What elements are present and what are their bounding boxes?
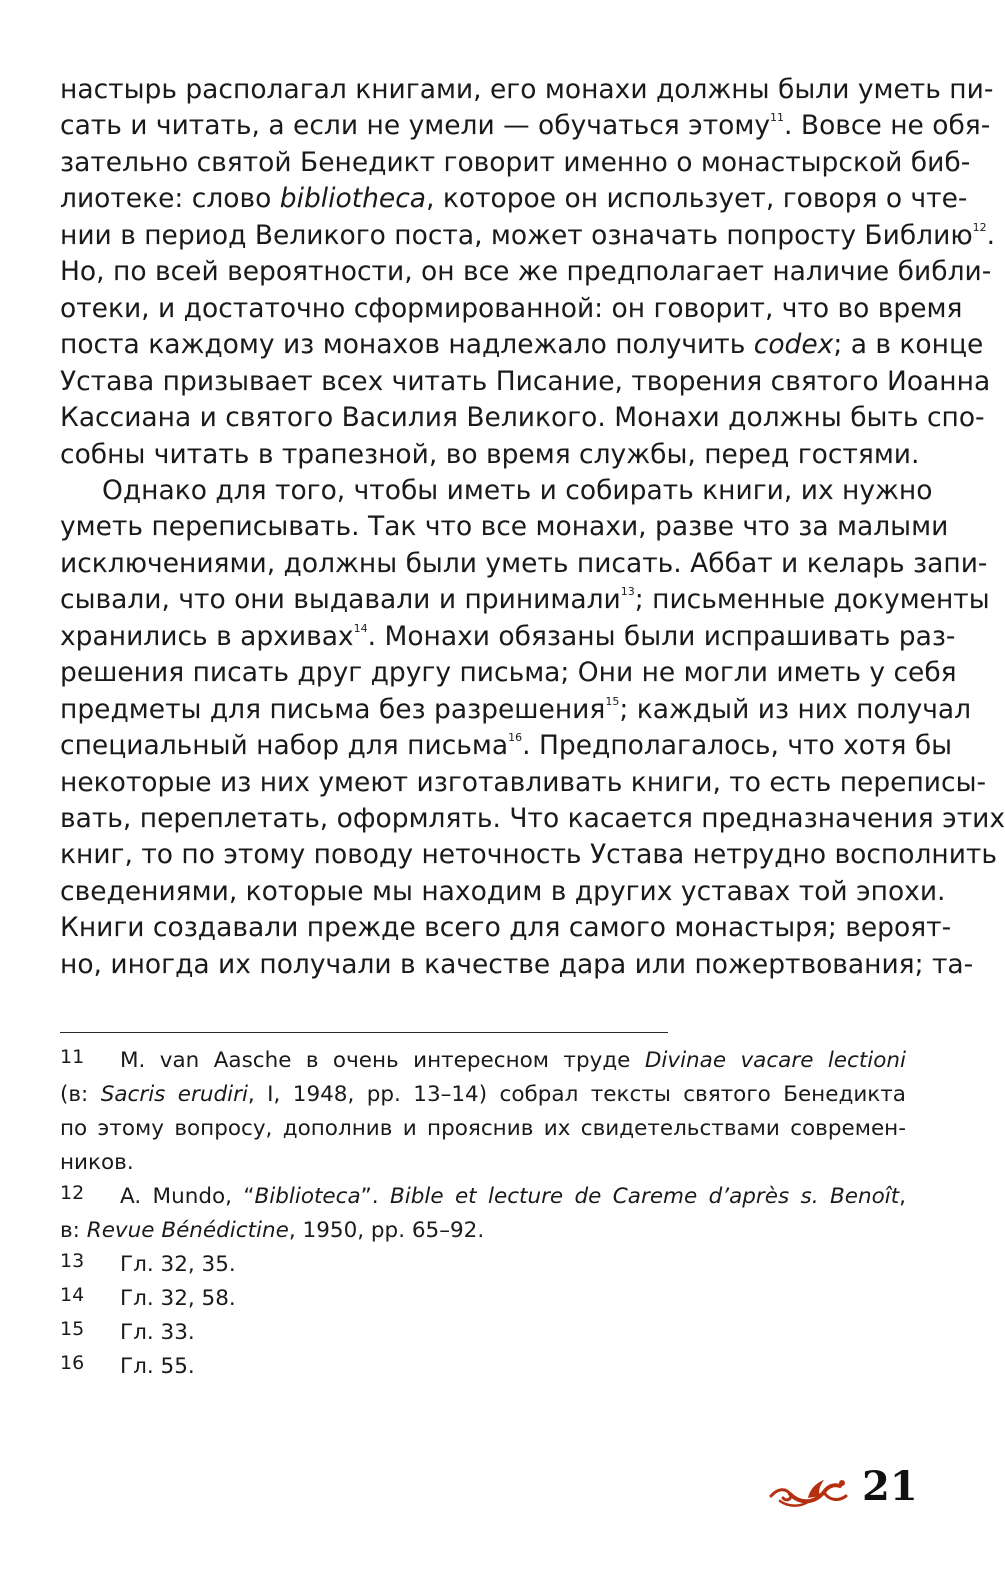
text-line bbox=[60, 765, 987, 801]
text-run: (в: bbox=[60, 1082, 101, 1107]
footnote-text bbox=[120, 1180, 906, 1214]
text-run: зательно святой Бенедикт говорит именно о монастырской биб- bbox=[60, 146, 971, 178]
footnote-ref[interactable]: 12 bbox=[972, 220, 987, 234]
text-line bbox=[60, 728, 953, 764]
text-line bbox=[60, 801, 1005, 837]
text-line bbox=[60, 655, 957, 691]
text-run: Устава призывает всех читать Писание, творения святого Иоанна bbox=[60, 365, 991, 397]
italic-text: Sacris erudiri bbox=[100, 1082, 248, 1107]
text-run: , 1950, pp. 65–92. bbox=[288, 1218, 485, 1243]
text-run: сведениями, которые мы находим в других уставах той эпохи. bbox=[60, 875, 946, 907]
italic-text: codex bbox=[753, 329, 834, 361]
italic-text: Divinae vacare lectioni bbox=[644, 1048, 906, 1073]
text-line bbox=[60, 582, 990, 618]
text-run: Гл. 32, 35. bbox=[120, 1252, 236, 1277]
text-run: . bbox=[986, 219, 996, 251]
footnote-number: 11 bbox=[60, 1046, 85, 1068]
footnote-text bbox=[120, 1316, 906, 1350]
text-run: по этому вопросу, дополнив и прояснив их свидетельствами современ- bbox=[60, 1116, 906, 1141]
text-run: собны читать в трапезной, во время службы, перед гостями. bbox=[60, 438, 920, 470]
footnote-number: 14 bbox=[60, 1284, 85, 1306]
footnote-line bbox=[60, 1112, 906, 1146]
footnote-ref[interactable]: 16 bbox=[508, 731, 523, 745]
text-run: . Предполагалось, что хотя бы bbox=[522, 730, 953, 762]
footnote-number: 15 bbox=[60, 1318, 85, 1340]
footnote-ref[interactable]: 15 bbox=[605, 694, 620, 708]
text-run: A. Mundo, “ bbox=[120, 1184, 255, 1209]
text-run: Гл. 32, 58. bbox=[120, 1286, 236, 1311]
footnote bbox=[60, 1248, 906, 1282]
text-line bbox=[60, 254, 992, 290]
text-run: , I, 1948, pp. 13–14) собрал тексты святого Бенедикта bbox=[247, 1082, 906, 1107]
text-line bbox=[60, 145, 971, 181]
text-line bbox=[60, 837, 997, 873]
footnote bbox=[60, 1282, 906, 1316]
text-run: отеки, и достаточно сформированной: он говорит, что во время bbox=[60, 292, 963, 324]
text-run: ников. bbox=[60, 1150, 134, 1175]
footnote bbox=[60, 1044, 906, 1078]
text-run: , которое он использует, говоря о чте- bbox=[426, 183, 968, 215]
text-run: Но, по всей вероятности, он все же предполагает наличие библи- bbox=[60, 256, 992, 288]
text-run: Гл. 55. bbox=[120, 1354, 195, 1379]
text-run: уметь переписывать. Так что все монахи, разве что за малыми bbox=[60, 511, 949, 543]
footnote-ref[interactable]: 13 bbox=[620, 585, 635, 599]
text-line bbox=[60, 72, 994, 108]
footnote-ref[interactable]: 11 bbox=[770, 111, 785, 125]
footnote-line bbox=[60, 1214, 906, 1248]
text-run: поста каждому из монахов надлежало получить bbox=[60, 329, 754, 361]
text-line bbox=[60, 327, 984, 363]
page-number: 21 bbox=[862, 1463, 918, 1510]
text-run: , bbox=[899, 1184, 906, 1209]
footnote bbox=[60, 1316, 906, 1350]
text-line bbox=[60, 619, 956, 655]
italic-text: Biblioteca bbox=[254, 1184, 361, 1209]
text-run: Гл. 33. bbox=[120, 1320, 195, 1345]
text-line bbox=[60, 947, 974, 983]
text-run: ; письменные документы bbox=[634, 584, 990, 616]
text-line bbox=[60, 400, 985, 436]
text-line bbox=[60, 108, 991, 144]
text-run: книг, то по этому поводу неточность Устава нетрудно восполнить bbox=[60, 839, 997, 871]
flourish-ornament-icon bbox=[768, 1474, 850, 1510]
text-run: . Вовсе не обя- bbox=[784, 110, 991, 142]
text-line bbox=[60, 874, 946, 910]
text-line bbox=[60, 509, 949, 545]
footnote-line bbox=[60, 1078, 906, 1112]
text-run: хранились в архивах bbox=[60, 620, 354, 652]
footnote-text bbox=[60, 1078, 906, 1112]
footnote-number: 13 bbox=[60, 1250, 85, 1272]
text-run: ; каждый из них получал bbox=[619, 693, 972, 725]
text-run: ”. bbox=[360, 1184, 390, 1209]
text-run: некоторые из них умеют изготавливать книги, то есть переписы- bbox=[60, 766, 987, 798]
footnote-text bbox=[120, 1282, 906, 1316]
text-line bbox=[60, 910, 952, 946]
footnote-number: 12 bbox=[60, 1182, 85, 1204]
text-run: сать и читать, а если не умели — обучаться этому bbox=[60, 110, 771, 142]
text-run: Книги создавали прежде всего для самого монастыря; вероят- bbox=[60, 912, 952, 944]
footnote-text bbox=[120, 1044, 906, 1078]
footnote bbox=[60, 1350, 906, 1384]
text-run: исключениями, должны были уметь писать. Аббат и келарь запи- bbox=[60, 547, 988, 579]
text-run: Однако для того, чтобы иметь и собирать книги, их нужно bbox=[102, 474, 933, 506]
text-line bbox=[60, 364, 991, 400]
footnote-separator bbox=[60, 1032, 668, 1033]
text-line bbox=[60, 692, 972, 728]
footnote-text bbox=[120, 1248, 906, 1282]
footnote-text bbox=[60, 1146, 906, 1180]
italic-text: bibliotheca bbox=[279, 183, 427, 215]
text-line bbox=[60, 437, 920, 473]
footnote-line bbox=[60, 1146, 906, 1180]
text-line bbox=[60, 218, 996, 254]
text-run: предметы для письма без разрешения bbox=[60, 693, 606, 725]
text-run: в: bbox=[60, 1218, 87, 1243]
footnote-number: 16 bbox=[60, 1352, 85, 1374]
text-run: специальный набор для письма bbox=[60, 730, 509, 762]
text-run: настырь располагал книгами, его монахи должны были уметь пи- bbox=[60, 74, 994, 105]
text-run: но, иногда их получали в качестве дара или пожертвования; та- bbox=[60, 948, 974, 980]
text-run: нии в период Великого поста, может означать попросту Библию bbox=[60, 219, 973, 251]
footnote-text bbox=[60, 1214, 906, 1248]
text-run: M. van Aasche в очень интересном труде bbox=[120, 1048, 645, 1073]
footnote-ref[interactable]: 14 bbox=[353, 621, 368, 635]
italic-text: Revue Bénédictine bbox=[86, 1218, 289, 1243]
text-run: сывали, что они выдавали и принимали bbox=[60, 584, 621, 616]
text-line bbox=[60, 546, 988, 582]
footnote bbox=[60, 1180, 906, 1214]
text-line bbox=[60, 291, 963, 327]
text-run: лиотеке: слово bbox=[60, 183, 280, 215]
text-run: вать, переплетать, оформлять. Что касается предназначения этих bbox=[60, 803, 1005, 834]
text-run: . Монахи обязаны были испрашивать раз- bbox=[367, 620, 956, 652]
text-run: Кассиана и святого Василия Великого. Монахи должны быть спо- bbox=[60, 402, 985, 434]
text-run: решения писать друг другу письма; Они не могли иметь у себя bbox=[60, 657, 957, 689]
footnote-text bbox=[120, 1350, 906, 1384]
italic-text: Bible et lecture de Careme d’après s. Benoît bbox=[390, 1184, 900, 1209]
footnote-text bbox=[60, 1112, 906, 1146]
text-run: ; а в конце bbox=[833, 329, 984, 361]
text-line bbox=[102, 473, 933, 509]
text-line bbox=[60, 181, 968, 217]
